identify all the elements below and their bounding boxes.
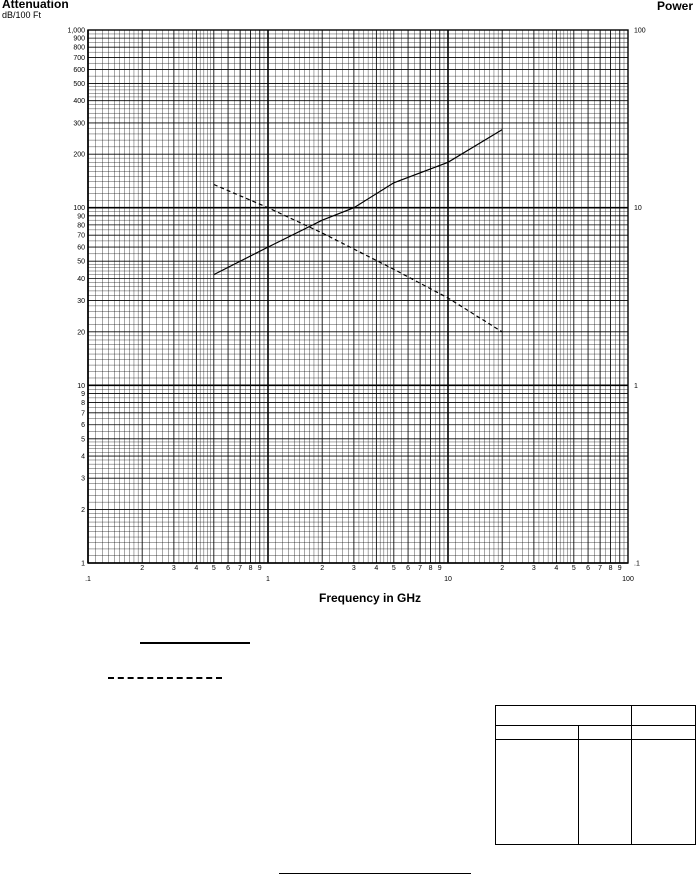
x-tick-label: 4 xyxy=(194,565,199,572)
x-tick-label: 9 xyxy=(617,565,622,572)
x-tick-label: 3 xyxy=(531,565,536,572)
y-left-tick-label: 40 xyxy=(77,275,85,283)
x-tick-label: 1 xyxy=(266,576,270,583)
x-tick-label: 10 xyxy=(444,576,452,583)
y-left-tick-label: 500 xyxy=(73,80,85,88)
x-tick-label: 9 xyxy=(437,565,442,572)
plot-frame xyxy=(88,30,628,563)
y-left-tick-label: 20 xyxy=(77,329,85,337)
y-left-tick-label: 90 xyxy=(77,213,85,221)
x-tick-label: 6 xyxy=(226,565,231,572)
x-tick-label: 3 xyxy=(171,565,176,572)
x-tick-label: 8 xyxy=(608,565,613,572)
y-left-tick-label: 1,000 xyxy=(67,27,85,35)
x-tick-label: 6 xyxy=(586,565,591,572)
legend-dashed-line xyxy=(108,677,222,679)
y-left-tick-label: 80 xyxy=(77,222,85,230)
y-left-tick-label: 10 xyxy=(77,382,85,390)
x-axis-title: Frequency in GHz xyxy=(318,591,422,605)
y-left-tick-label: 30 xyxy=(77,298,85,306)
y-left-tick-label: 700 xyxy=(73,55,85,63)
y-right-tick-label: 10 xyxy=(634,205,642,213)
x-tick-label: 7 xyxy=(238,565,243,572)
x-tick-label: 7 xyxy=(418,565,423,572)
y-left-tick-label: 8 xyxy=(81,400,85,408)
y-left-tick-label: 200 xyxy=(73,151,85,159)
y-left-tick-label: 800 xyxy=(73,44,85,52)
y-left-tick-label: 7 xyxy=(81,410,85,418)
data-series xyxy=(214,130,502,332)
x-tick-label: 5 xyxy=(391,565,396,572)
right-axis-title: Power xyxy=(656,0,693,13)
series-line-dashed xyxy=(214,185,502,332)
tick-labels xyxy=(67,28,645,584)
y-left-tick-label: 4 xyxy=(81,453,85,461)
x-tick-label: 2 xyxy=(500,565,505,572)
left-axis-unit: dB/100 Ft xyxy=(2,10,42,20)
y-left-tick-label: 5 xyxy=(81,436,85,444)
series-line-solid xyxy=(214,130,502,275)
signature-line xyxy=(279,873,471,874)
table-header-divider xyxy=(496,725,695,726)
x-tick-label: 100 xyxy=(622,576,634,583)
x-tick-label: 4 xyxy=(374,565,379,572)
x-tick-label: .1 xyxy=(85,576,91,583)
x-tick-label: 8 xyxy=(248,565,253,572)
y-left-tick-label: 60 xyxy=(77,244,85,252)
table-subheader-divider xyxy=(496,739,695,740)
y-right-tick-label: 1 xyxy=(634,382,638,390)
y-right-tick-label: .1 xyxy=(634,560,640,568)
x-tick-label: 2 xyxy=(320,565,325,572)
y-left-tick-label: 600 xyxy=(73,66,85,74)
y-left-tick-label: 900 xyxy=(73,35,85,43)
spec-table xyxy=(495,705,696,845)
x-tick-label: 4 xyxy=(554,565,559,572)
left-axis-title: Attenuation xyxy=(2,0,69,11)
x-tick-label: 2 xyxy=(140,565,145,572)
y-left-tick-label: 3 xyxy=(81,475,85,483)
y-left-tick-label: 6 xyxy=(81,422,85,430)
y-left-tick-label: 2 xyxy=(81,507,85,515)
x-tick-label: 9 xyxy=(257,565,262,572)
x-tick-label: 8 xyxy=(428,565,433,572)
x-tick-label: 5 xyxy=(211,565,216,572)
y-left-tick-label: 70 xyxy=(77,232,85,240)
y-left-tick-label: 9 xyxy=(81,390,85,398)
y-left-tick-label: 300 xyxy=(73,120,85,128)
y-right-tick-label: 100 xyxy=(634,27,646,35)
y-left-tick-label: 400 xyxy=(73,98,85,106)
x-tick-label: 7 xyxy=(598,565,603,572)
x-tick-label: 5 xyxy=(571,565,576,572)
y-left-tick-label: 100 xyxy=(73,205,85,213)
x-tick-label: 3 xyxy=(351,565,356,572)
legend-solid-line xyxy=(140,642,250,644)
grid-lines xyxy=(88,30,628,563)
table-column-divider xyxy=(631,706,632,844)
table-column-divider xyxy=(578,725,579,844)
x-tick-label: 6 xyxy=(406,565,411,572)
y-left-tick-label: 1 xyxy=(81,560,85,568)
y-left-tick-label: 50 xyxy=(77,258,85,266)
